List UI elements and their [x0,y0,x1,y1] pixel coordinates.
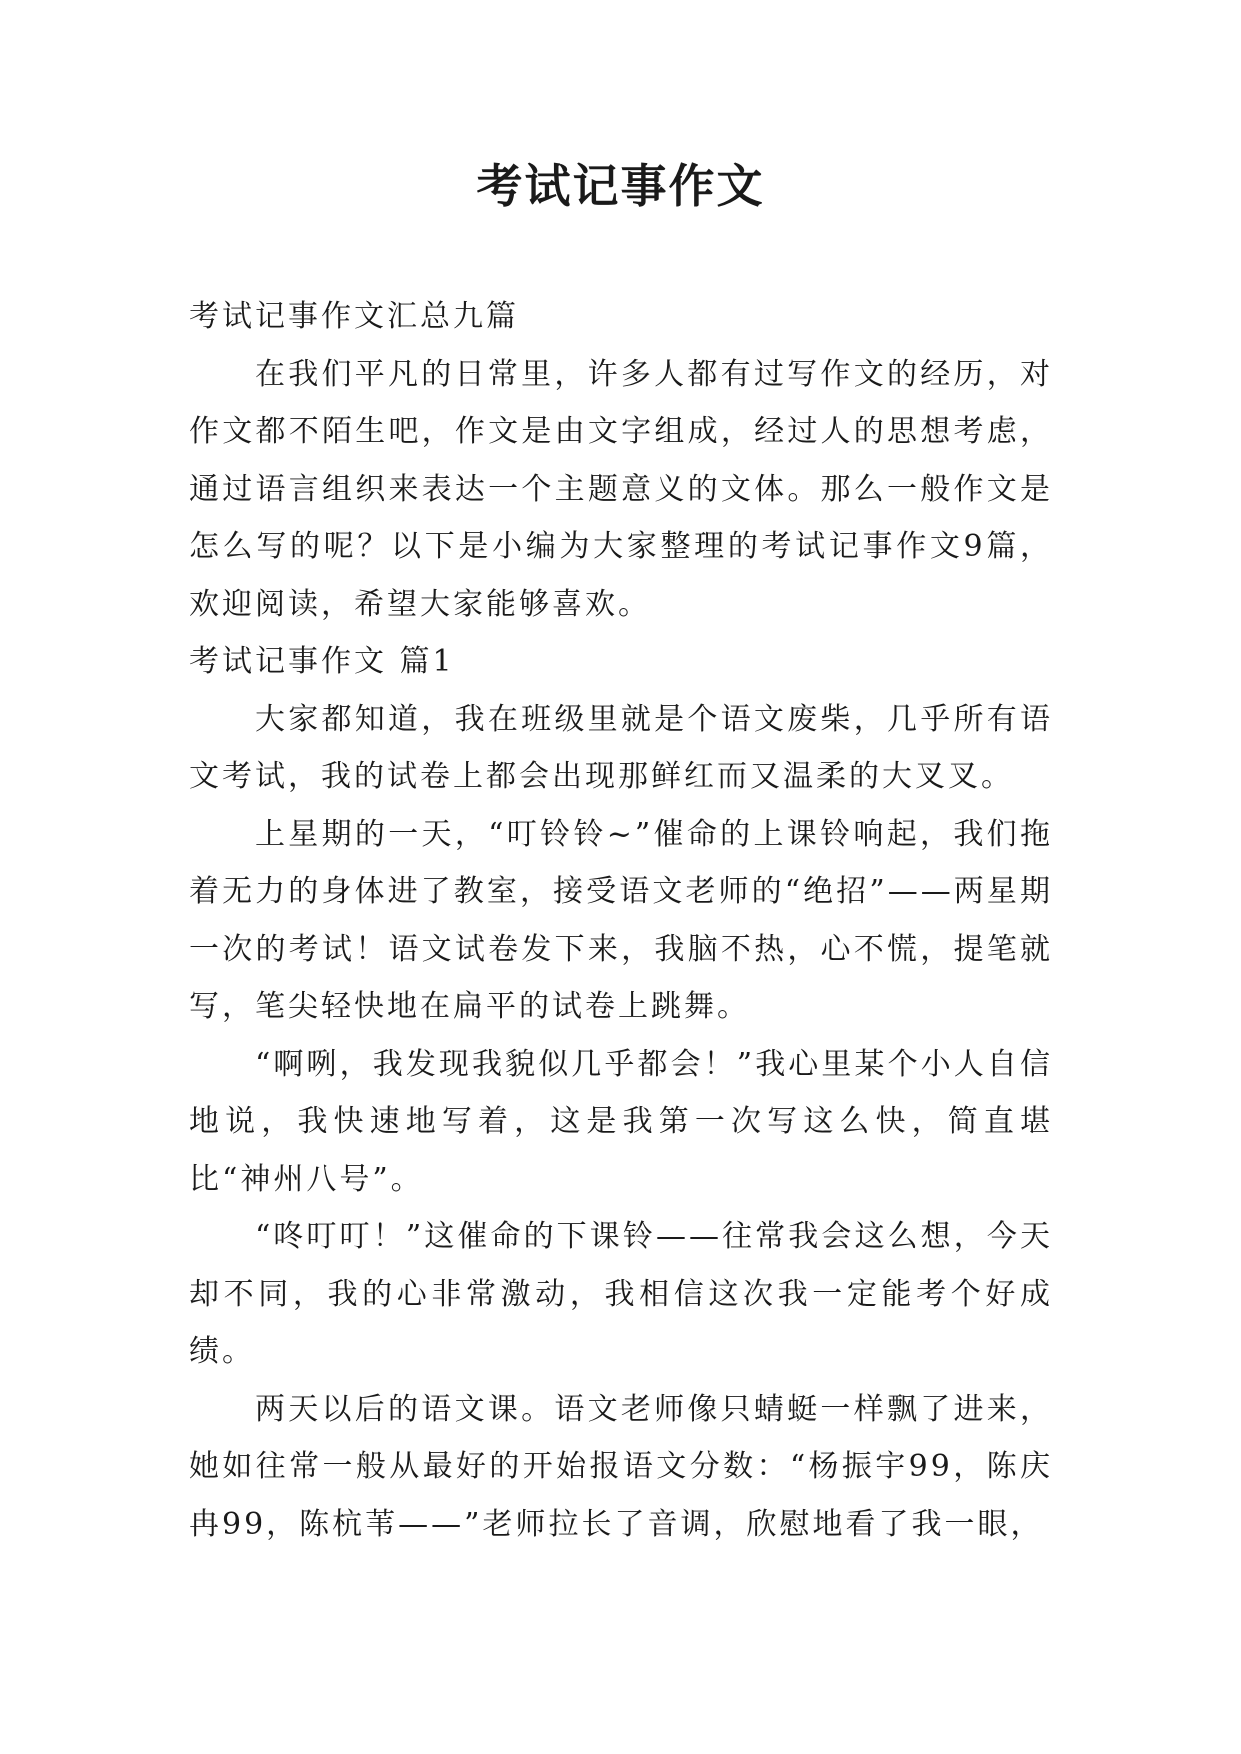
body-paragraph: “咚叮叮！”这催命的下课铃——往常我会这么想，今天却不同，我的心非常激动，我相信这次我一定能考个好成绩。 [189,1219,1053,1369]
document-body [189,288,1053,1553]
section-heading: 考试记事作文 篇1 [189,644,455,679]
document-subtitle: 考试记事作文汇总九篇 [189,299,519,334]
intro-paragraph: 在我们平凡的日常里，许多人都有过写作文的经历，对作文都不陌生吧，作文是由文字组成，经过人的思想考虑，通过语言组织来表达一个主题意义的文体。那么一般作文是怎么写的呢？以下是小编为大家整理的考试记事作文9篇，欢迎阅读，希望大家能够喜欢。 [189,356,1053,622]
body-paragraph: 两天以后的语文课。语文老师像只蜻蜓一样飘了进来，她如往常一般从最好的开始报语文分数：“杨振宇99，陈庆冉99，陈杭苇——”老师拉长了音调，欣慰地看了我一眼， [189,1391,1053,1542]
body-paragraph: 大家都知道，我在班级里就是个语文废柴，几乎所有语文考试，我的试卷上都会出现那鲜红而又温柔的大叉叉。 [189,701,1053,794]
document-title: 考试记事作文 [476,159,765,213]
body-paragraph: 上星期的一天，“叮铃铃~”催命的上课铃响起，我们拖着无力的身体进了教室，接受语文老师的“绝招”——两星期一次的考试！语文试卷发下来，我脑不热，心不慌，提笔就写，笔尖轻快地在扁平的试卷上跳舞。 [189,816,1053,1024]
body-paragraph: “啊咧，我发现我貌似几乎都会！”我心里某个小人自信地说，我快速地写着，这是我第一次写这么快，简直堪比“神州八号”。 [189,1046,1053,1197]
